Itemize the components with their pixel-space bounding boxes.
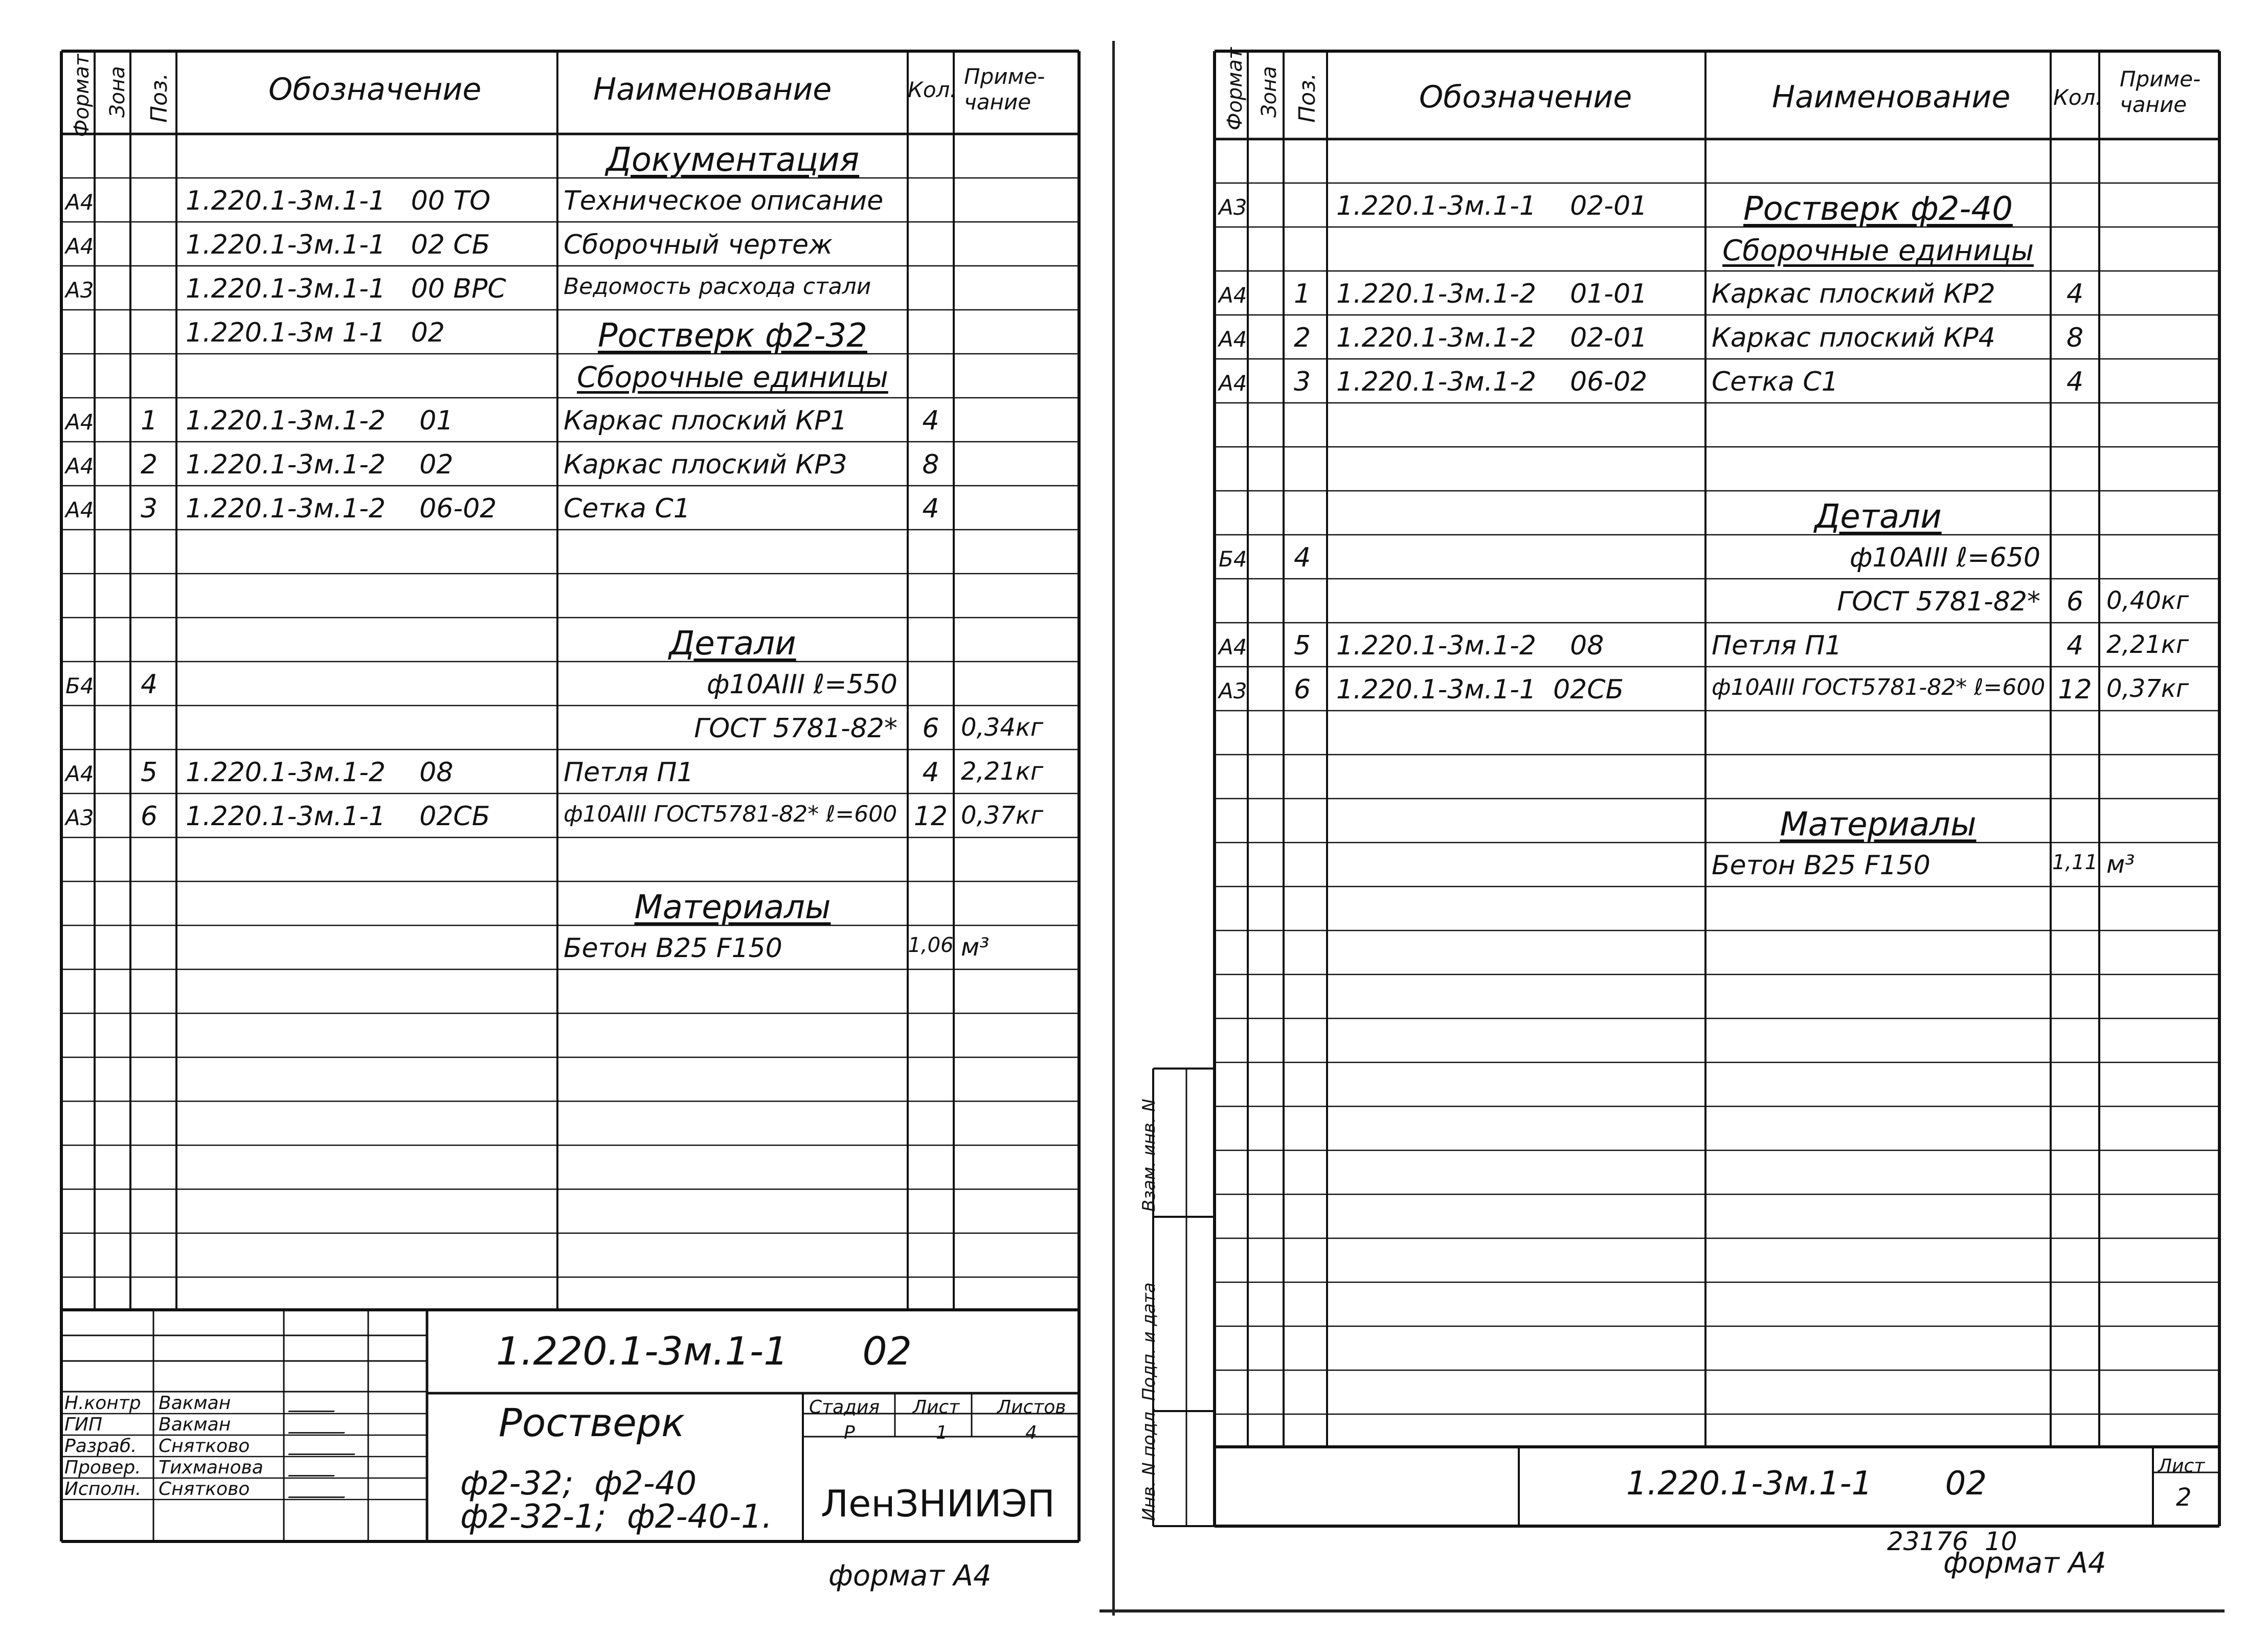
row-name: Каркас плоский КР3 xyxy=(564,449,847,480)
header-designation: Обозначение xyxy=(268,72,482,107)
row-format: Б4 xyxy=(1219,546,1247,572)
row-designation: 1.220.1-3м.1-1 02-01 xyxy=(1336,190,1648,221)
stamp-person: Вакман xyxy=(159,1414,231,1435)
row-format: А4 xyxy=(1219,282,1247,308)
row-designation: 1.220.1-3м.1-1 02 СБ xyxy=(186,229,490,260)
sheet-value: 1 xyxy=(936,1422,948,1443)
stamp-role: Исполн. xyxy=(64,1479,142,1500)
row-position: 6 xyxy=(1294,674,1311,705)
row-designation: 1.220.1-3м.1-1 00 ВРС xyxy=(186,273,506,304)
row-quantity: 4 xyxy=(2066,278,2084,309)
row-format: А4 xyxy=(65,233,94,259)
row-quantity: 8 xyxy=(2066,322,2084,353)
row-name: Бетон В25 F150 xyxy=(1712,850,1930,881)
row-designation: 1.220.1-3м.1-2 08 xyxy=(186,757,454,788)
row-format: А4 xyxy=(65,409,94,435)
row-name: Петля П1 xyxy=(1712,630,1842,661)
row-designation: 1.220.1-3м.1-1 02СБ xyxy=(186,801,490,832)
section-heading: Ростверк ф2-32 xyxy=(598,316,867,355)
row-name: Каркас плоский КР4 xyxy=(1712,322,1995,353)
handwritten-signature xyxy=(288,1462,341,1477)
row-format: А4 xyxy=(1219,370,1247,396)
section-heading: Материалы xyxy=(634,888,831,926)
row-quantity: 1,11 xyxy=(2052,850,2098,874)
row-designation: 1.220.1-3м.1-2 06-02 xyxy=(1336,366,1648,397)
row-position: 4 xyxy=(1294,542,1311,573)
sheet-label-r: Лист xyxy=(2158,1456,2205,1477)
row-quantity: 6 xyxy=(2066,586,2084,617)
section-heading: Материалы xyxy=(1780,805,1977,844)
row-format: А4 xyxy=(65,761,94,786)
row-format: А4 xyxy=(65,453,94,479)
row-designation: 1.220.1-3м.1-2 02-01 xyxy=(1336,322,1648,353)
row-designation: 1.220.1-3м.1-1 00 ТО xyxy=(186,185,490,216)
row-designation: 1.220.1-3м.1-2 02 xyxy=(186,449,454,480)
doc-code-r: 1.220.1-3м.1-1 02 xyxy=(1626,1465,1987,1503)
row-note: м³ xyxy=(2106,850,2135,879)
row-quantity: 12 xyxy=(913,801,948,832)
handwritten-signature xyxy=(288,1419,351,1434)
row-note: 0,34кг xyxy=(961,713,1044,742)
title-line-1: Ростверк xyxy=(499,1400,685,1445)
row-name: Техническое описание xyxy=(564,185,884,216)
sheet-value-r: 2 xyxy=(2176,1483,2192,1512)
row-format: А3 xyxy=(65,805,94,830)
row-format: А3 xyxy=(1219,678,1247,703)
row-name: ф10АIII ГОСТ5781-82* ℓ=600 xyxy=(1712,674,2046,700)
row-name: Каркас плоский КР1 xyxy=(564,405,847,436)
fold-line xyxy=(1112,41,1115,1616)
header-pos: Поз. xyxy=(146,73,172,123)
stage-label: Стадия xyxy=(809,1397,880,1418)
title-line-3: ф2-32-1; ф2-40-1. xyxy=(460,1498,773,1536)
row-name: Сборочный чертеж xyxy=(564,229,833,260)
stamp-role: Провер. xyxy=(64,1457,141,1478)
section-heading: Детали xyxy=(669,624,796,663)
stamp-role: ГИП xyxy=(64,1414,103,1435)
footer-format: формат А4 xyxy=(828,1559,992,1593)
row-name: ГОСТ 5781-82* xyxy=(1837,586,2040,617)
stamp-person: Снятково xyxy=(159,1479,250,1500)
stamp-person: Тихманова xyxy=(159,1457,263,1478)
section-heading: Детали xyxy=(1814,497,1942,536)
sheets-label: Листов xyxy=(997,1397,1066,1418)
row-format: А3 xyxy=(1219,194,1247,220)
row-position: 5 xyxy=(1294,630,1311,661)
row-quantity: 4 xyxy=(922,757,939,788)
row-position: 6 xyxy=(141,801,158,832)
row-name: Бетон В25 F150 xyxy=(564,933,782,964)
row-name: Петля П1 xyxy=(564,757,694,788)
header-qty-r: Кол. xyxy=(2053,85,2102,110)
title-line-2: ф2-32; ф2-40 xyxy=(460,1465,697,1503)
header-note-r: Приме- чание xyxy=(2120,66,2201,118)
right-specification-sheet xyxy=(1125,0,2268,1635)
handwritten-signature xyxy=(288,1483,351,1498)
row-name: Сетка С1 xyxy=(564,493,690,524)
row-position: 5 xyxy=(141,757,158,788)
row-note: 2,21кг xyxy=(2106,630,2189,659)
stage-value: Р xyxy=(844,1422,855,1443)
side-label-sign: Подп. и дата xyxy=(1139,1282,1159,1401)
row-format: А4 xyxy=(1219,326,1247,352)
row-name: ГОСТ 5781-82* xyxy=(694,713,897,744)
row-note: 0,37кг xyxy=(961,801,1044,830)
row-note: 0,37кг xyxy=(2106,674,2189,703)
sheet-label: Лист xyxy=(913,1397,960,1418)
row-quantity: 4 xyxy=(922,493,939,524)
row-format: А4 xyxy=(65,189,94,215)
row-designation: 1.220.1-3м.1-2 01 xyxy=(186,405,454,436)
stamp-person: Вакман xyxy=(159,1393,231,1414)
row-name: ф10АIII ℓ=550 xyxy=(706,669,897,700)
right-sheet-grid xyxy=(1125,0,2268,1635)
row-quantity: 4 xyxy=(2066,630,2084,661)
row-format: А4 xyxy=(1219,634,1247,660)
header-zone: Зона xyxy=(106,66,129,118)
section-heading: Сборочные единицы xyxy=(1722,234,2034,267)
side-label-inv: Инв. N подл. xyxy=(1139,1406,1159,1521)
row-note: 2,21кг xyxy=(961,757,1044,786)
row-quantity: 8 xyxy=(922,449,939,480)
row-designation: 1.220.1-3м.1-2 01-01 xyxy=(1336,278,1648,309)
organization: ЛенЗНИИЭП xyxy=(821,1482,1055,1525)
row-quantity: 12 xyxy=(2058,674,2092,705)
row-position: 1 xyxy=(141,405,158,436)
row-name: Сетка С1 xyxy=(1712,366,1838,397)
stamp-role: Разраб. xyxy=(64,1436,137,1457)
bottom-scan-line xyxy=(1099,1609,2225,1613)
row-name: ф10АIII ГОСТ5781-82* ℓ=600 xyxy=(564,801,897,827)
header-format: Формат xyxy=(70,54,94,137)
row-position: 3 xyxy=(1294,366,1311,397)
stamp-role: Н.контр xyxy=(64,1393,141,1414)
row-note: 0,40кг xyxy=(2106,586,2189,615)
row-position: 3 xyxy=(141,493,158,524)
handwritten-signature xyxy=(288,1440,362,1455)
footer-format-r: формат А4 xyxy=(1943,1547,2106,1580)
row-position: 4 xyxy=(141,669,158,700)
header-designation-r: Обозначение xyxy=(1419,79,1632,115)
row-format: Б4 xyxy=(65,673,94,698)
section-heading: Ростверк ф2-40 xyxy=(1743,190,2013,228)
section-heading: Документация xyxy=(605,141,860,179)
row-format: А3 xyxy=(65,277,94,303)
header-zone-r: Зона xyxy=(1257,66,1281,118)
row-designation: 1.220.1-3м.1-1 02СБ xyxy=(1336,674,1624,705)
row-position: 2 xyxy=(1294,322,1311,353)
row-position: 1 xyxy=(1294,278,1311,309)
section-heading: Сборочные единицы xyxy=(577,360,888,394)
stamp-person: Снятково xyxy=(159,1436,250,1457)
row-format: А4 xyxy=(65,497,94,523)
header-note: Приме- чание xyxy=(964,64,1045,115)
left-specification-sheet xyxy=(0,0,1115,1635)
row-name: Каркас плоский КР2 xyxy=(1712,278,1995,309)
row-name: Ведомость расхода стали xyxy=(564,273,871,300)
row-note: м³ xyxy=(961,933,990,962)
row-quantity: 4 xyxy=(2066,366,2084,397)
row-designation: 1.220.1-3м.1-2 06-02 xyxy=(186,493,497,524)
row-designation: 1.220.1-3м 1-1 02 xyxy=(186,317,445,348)
row-quantity: 1,06 xyxy=(908,933,954,957)
row-position: 2 xyxy=(141,449,158,480)
header-name-r: Наименование xyxy=(1772,79,2011,115)
header-qty: Кол. xyxy=(908,77,957,102)
sheets-value: 4 xyxy=(1025,1422,1037,1443)
header-format-r: Формат xyxy=(1223,47,1247,130)
header-name: Наименование xyxy=(593,72,832,107)
header-pos-r: Поз. xyxy=(1294,73,1320,123)
row-designation: 1.220.1-3м.1-2 08 xyxy=(1336,630,1604,661)
side-label-replace: Взам. инв. N xyxy=(1139,1099,1159,1212)
handwritten-signature xyxy=(288,1397,341,1412)
row-quantity: 6 xyxy=(922,713,939,744)
doc-code: 1.220.1-3м.1-1 02 xyxy=(496,1328,912,1374)
row-quantity: 4 xyxy=(922,405,939,436)
row-name: ф10АIII ℓ=650 xyxy=(1849,542,2040,573)
footer-number: 23176 10 xyxy=(1887,1527,2017,1556)
